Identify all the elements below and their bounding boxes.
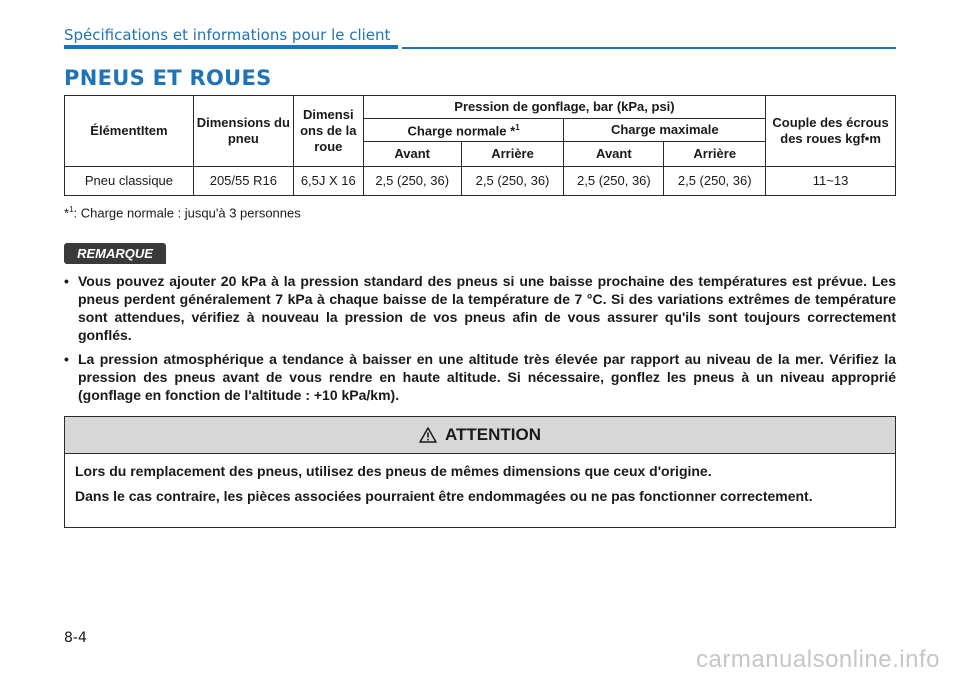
header-wheel-dimensions: Dimensi ons de la roue [293,96,363,167]
cell-wheel: 6,5J X 16 [293,167,363,196]
header-normal-load: Charge normale *$^1$ [363,119,564,142]
table-footnote: *$^1$: Charge normale : jusqu'à 3 personnes [64,205,301,221]
remark-badge: REMARQUE [64,243,166,264]
caution-paragraph: Lors du remplacement des pneus, utilisez des pneus de mêmes dimensions que ceux d'origine. [75,463,712,479]
section-heading-underline [64,45,398,49]
header-item: ÉlémentItem [65,96,194,167]
header-normal-front: Avant [363,142,461,167]
section-heading: Spécifications et informations pour le client [64,26,391,44]
header-torque: Couple des écrous des roues kgf•m [766,96,896,167]
cell-normal-rear: 2,5 (250, 36) [461,167,564,196]
table-row [65,167,896,196]
header-pressure: Pression de gonflage, bar (kPa, psi) [363,96,765,119]
header-tire-dimensions: Dimensions du pneu [193,96,293,167]
page-title: PNEUS ET ROUES [64,66,272,90]
caution-body [65,454,895,505]
warning-triangle-icon [419,427,437,443]
tire-spec-table [64,95,896,196]
cell-max-rear: 2,5 (250, 36) [664,167,766,196]
caution-title: ATTENTION [444,425,541,444]
page-number: 8-4 [64,630,87,646]
cell-torque: 11~13 [766,167,896,196]
header-max-load: Charge maximale [564,119,766,142]
list-item: • Vous pouvez ajouter 20 kPa à la pression standard des pneus si une baisse prochaine des températures est prévue. Les pneus perdent généralement 7 kPa à chaque baisse de la température de 7 °C. Si des variations extrêmes de température sont attendues, vérifiez à nouveau la pression de vos pneus afin de vous assurer qu'ils sont toujours correctement gonflés. [64,273,896,343]
cell-max-front: 2,5 (250, 36) [564,167,664,196]
header-max-front: Avant [564,142,664,167]
caution-header [65,417,895,454]
section-heading-rule [402,47,896,49]
cell-tire: 205/55 R16 [193,167,293,196]
cell-item: Pneu classique [65,167,194,196]
watermark: carmanualsonline.info [696,646,940,673]
list-item: • La pression atmosphérique a tendance à baisser en une altitude très élevée par rapport au niveau de la mer. Vérifiez la pression des pneus avant de vous rendre en haute altitude. Si nécessaire, gonflez les pneus à un niveau approprié (gonflage en fonction de l'altitude : +10 kPa/km). [64,351,896,403]
caution-box [64,416,896,528]
caution-paragraph: Dans le cas contraire, les pièces associées pourraient être endommagées ou ne pas fonctionner correctement. [75,488,813,504]
header-normal-rear: Arrière [461,142,564,167]
cell-normal-front: 2,5 (250, 36) [363,167,461,196]
header-max-rear: Arrière [664,142,766,167]
remark-list [64,272,896,410]
